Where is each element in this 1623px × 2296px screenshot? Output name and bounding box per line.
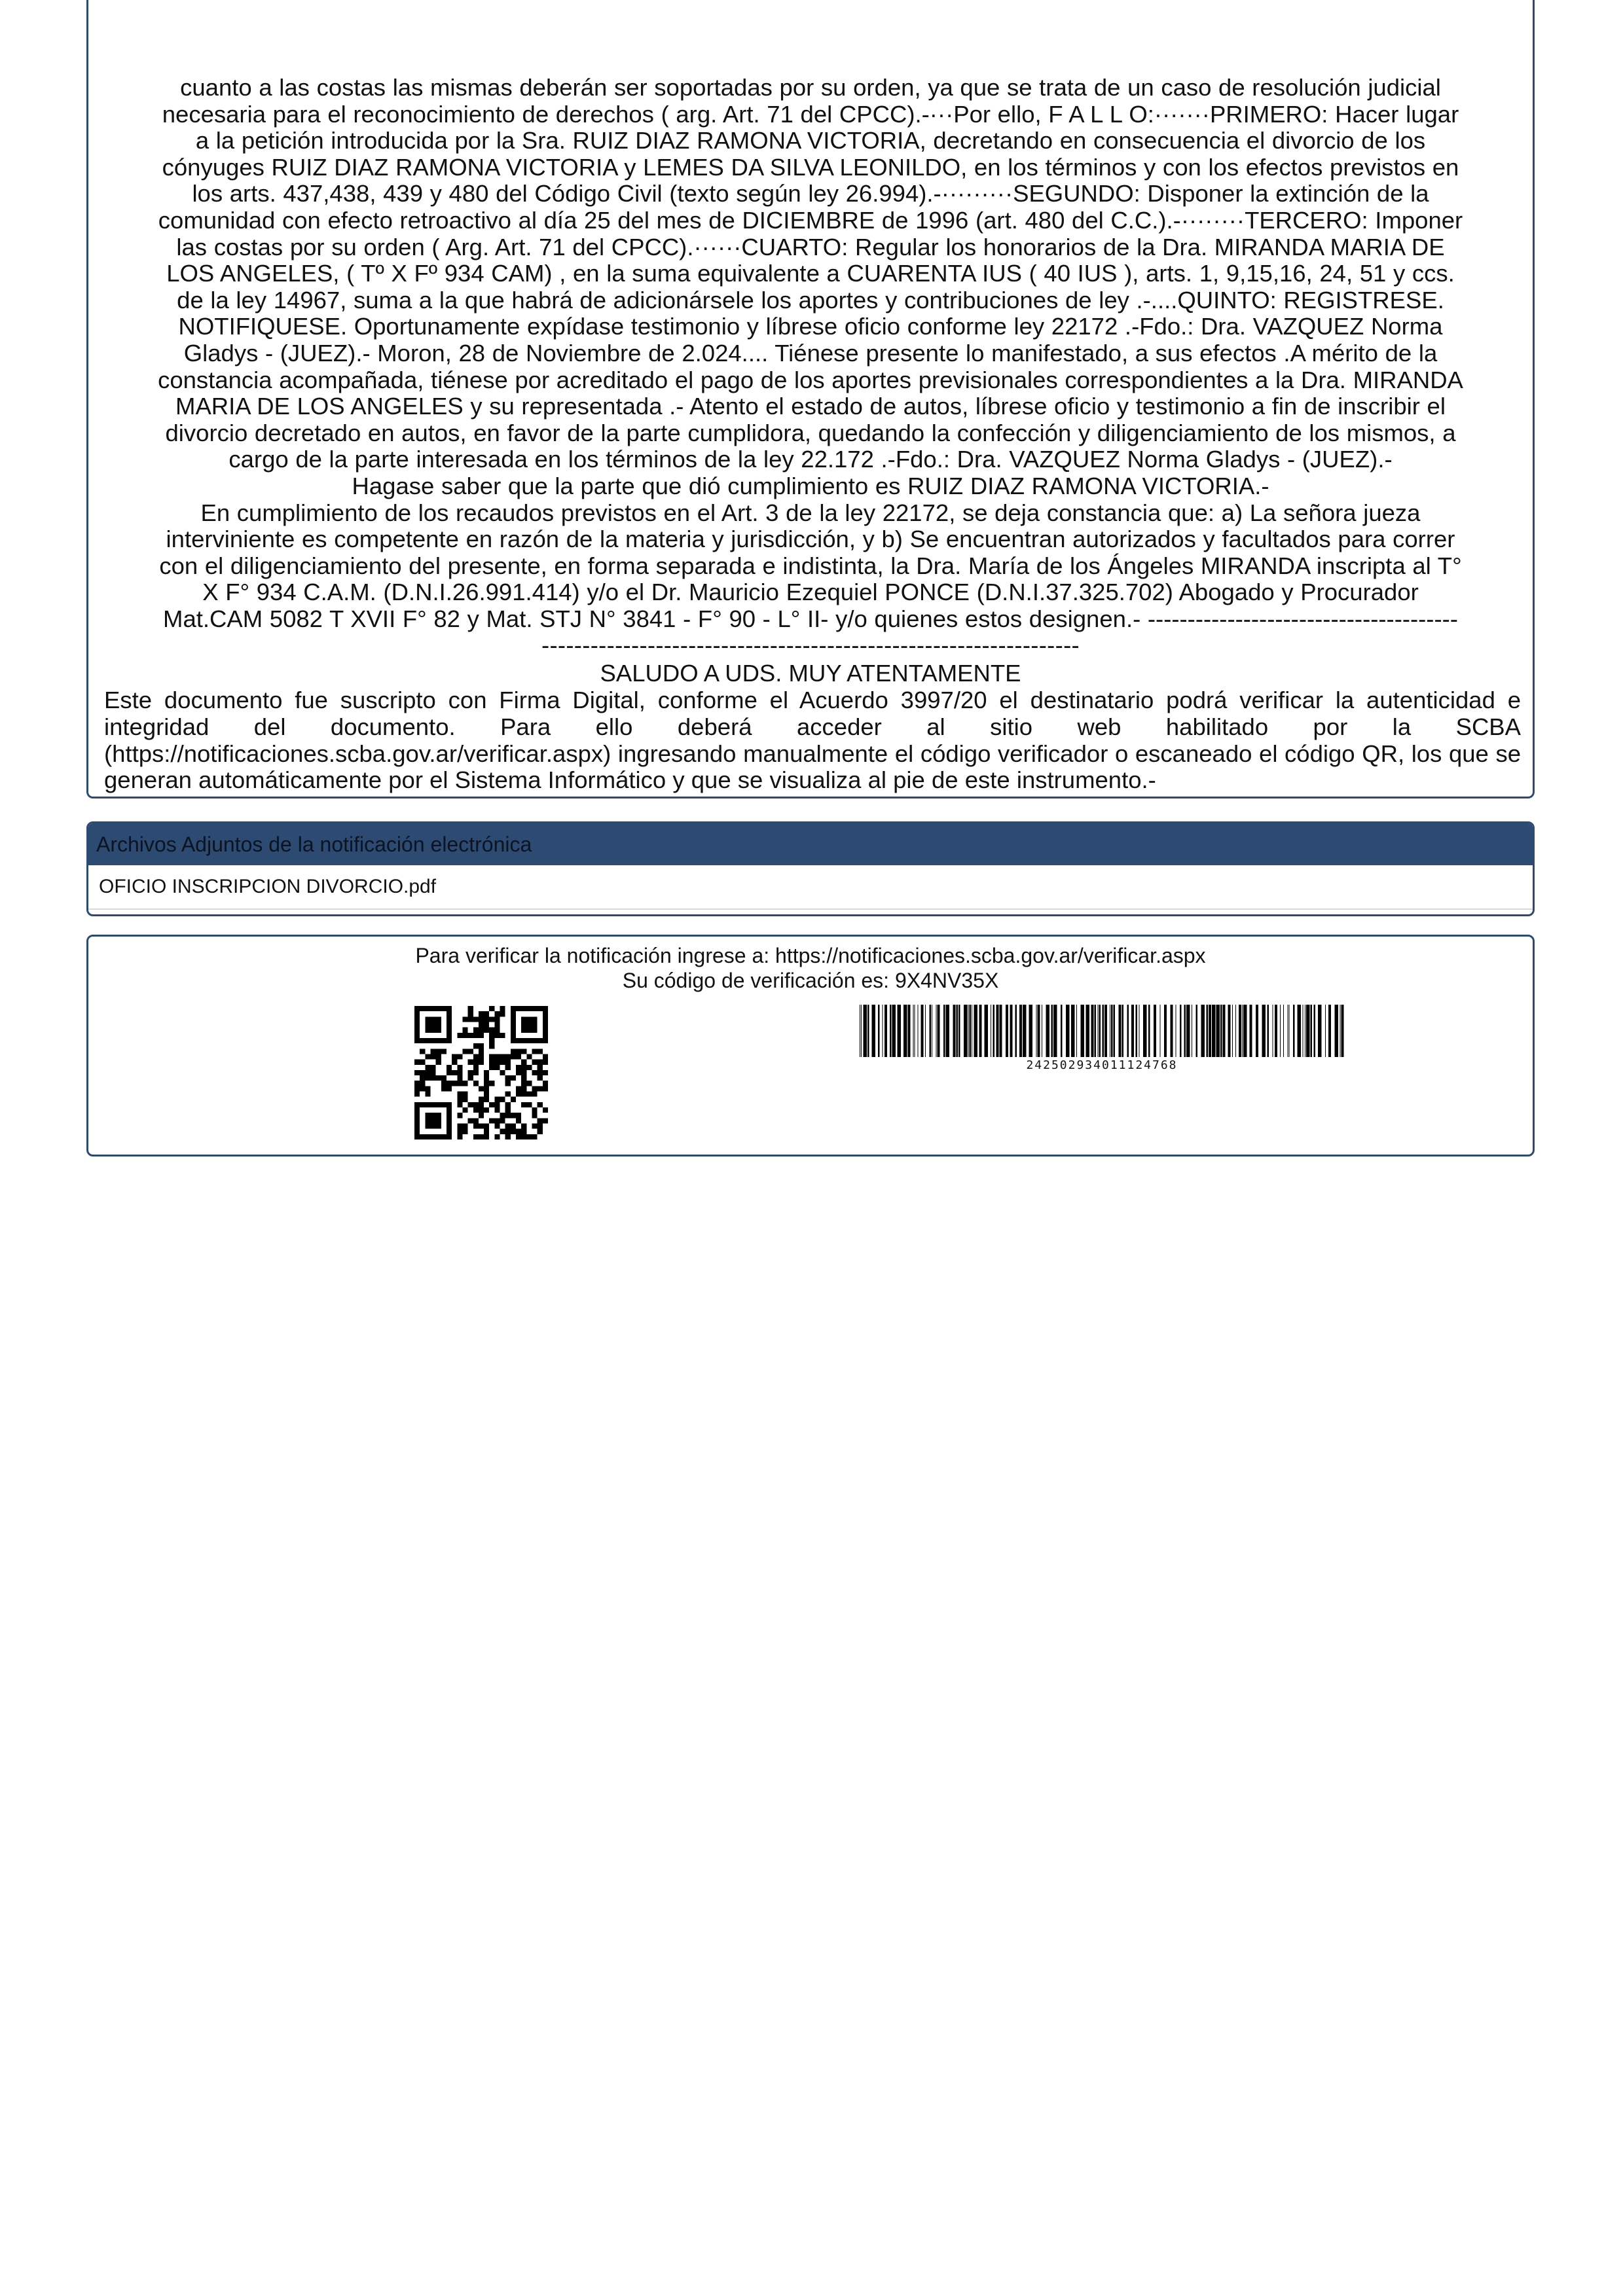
body-line: divorcio decretado en autos, en favor de la parte cumplidora, quedando la confección y diligenciamiento de los mismos, a xyxy=(165,419,1456,446)
body-line: ------------------------------------------------------------------ xyxy=(541,632,1080,659)
closing-salutation: SALUDO A UDS. MUY ATENTAMENTE xyxy=(600,660,1021,687)
body-line: de la ley 14967, suma a la que habrá de adicionársele los aportes y contribuciones de ley .-....QUINTO: REGISTRESE. xyxy=(177,286,1444,314)
body-line: comunidad con efecto retroactivo al día 25 del mes de DICIEMBRE de 1996 (art. 480 del C.C.).-········TERCERO: Imponer xyxy=(158,206,1463,234)
body-line: interviniente es competente en razón de la materia y jurisdicción, y b) Se encuentran autorizados y facultados para correr xyxy=(166,526,1455,553)
body-line: En cumplimiento de los recaudos previstos en el Art. 3 de la ley 22172, se deja constancia que: a) La señora jueza xyxy=(200,499,1421,526)
body-line: necesaria para el reconocimiento de derechos ( arg. Art. 71 del CPCC).-···Por ello, F A L L O:·······PRIMERO: Hacer lugar xyxy=(162,100,1459,128)
body-line: NOTIFIQUESE. Oportunamente expídase testimonio y líbrese oficio conforme ley 22172 .-Fdo.: Dra. VAZQUEZ Norma xyxy=(178,313,1443,340)
body-line: cónyuges RUIZ DIAZ RAMONA VICTORIA y LEMES DA SILVA LEONILDO, en los términos y con los efectos previstos en xyxy=(162,153,1459,181)
barcode-number: 242502934011124768 xyxy=(1026,1058,1178,1072)
body-line: MARIA DE LOS ANGELES y su representada .- Atento el estado de autos, líbrese oficio y testimonio a fin de inscribir el xyxy=(175,393,1446,420)
verification-panel xyxy=(86,935,1535,1157)
body-line: constancia acompañada, tiénese por acreditado el pago de los aportes previsionales correspondientes a la Dra. MIRANDA xyxy=(158,366,1463,393)
attachments-header: Archivos Adjuntos de la notificación electrónica xyxy=(88,823,1533,865)
qr-code-image xyxy=(414,1006,548,1139)
body-line: Hagase saber que la parte que dió cumplimiento es RUIZ DIAZ RAMONA VICTORIA.- xyxy=(352,472,1269,499)
attachment-link[interactable]: OFICIO INSCRIPCION DIVORCIO.pdf xyxy=(88,865,1533,910)
body-line: Mat.CAM 5082 T XVII F° 82 y Mat. STJ N° 3841 - F° 90 - L° II- y/o quienes estos designen.- --------------------------------------- xyxy=(163,605,1458,632)
body-line: los arts. 437,438, 439 y 480 del Código Civil (texto según ley 26.994).-·········SEGUNDO: Disponer la extinción de la xyxy=(192,180,1429,207)
body-line: a la petición introducida por la Sra. RUIZ DIAZ RAMONA VICTORIA, decretando en consecuencia el divorcio de los xyxy=(195,127,1426,154)
notification-body-text xyxy=(100,75,1521,658)
attachments-panel xyxy=(86,821,1535,916)
body-line: cuanto a las costas las mismas deberán ser soportadas por su orden, ya que se trata de un caso de resolución judicial xyxy=(180,74,1441,101)
notification-body-panel xyxy=(86,0,1535,798)
verification-code-text: Su código de verificación es: 9X4NV35X xyxy=(622,969,999,992)
verification-url-text: Para verificar la notificación ingrese a: https://notificaciones.scba.gov.ar/verificar.aspx xyxy=(415,944,1206,967)
digital-signature-notice: Este documento fue suscripto con Firma Digital, conforme el Acuerdo 3997/20 el destinatario podrá verificar la autenticidad e integridad del documento. Para ello deberá acceder al sitio web habilitado por la SCBA (https://notificaciones.scba.gov.ar/verificar.aspx) ingresando manualmente el código verificador o escaneado el código QR, los que se generan automáticamente por el Sistema Informático y que se visualiza al pie de este instrumento.- xyxy=(104,687,1521,794)
barcode-image xyxy=(860,1005,1344,1057)
body-line: LOS ANGELES, ( Tº X Fº 934 CAM) , en la suma equivalente a CUARENTA IUS ( 40 IUS ), arts. 1, 9,15,16, 24, 51 y ccs. xyxy=(166,260,1455,287)
body-line: cargo de la parte interesada en los términos de la ley 22.172 .-Fdo.: Dra. VAZQUEZ Norma Gladys - (JUEZ).- xyxy=(228,446,1393,473)
body-line: X F° 934 C.A.M. (D.N.I.26.991.414) y/o el Dr. Mauricio Ezequiel PONCE (D.N.I.37.325.702) Abogado y Procurador xyxy=(202,579,1419,606)
body-line: las costas por su orden ( Arg. Art. 71 del CPCC).······CUARTO: Regular los honorarios de la Dra. MIRANDA MARIA DE xyxy=(176,233,1445,260)
body-line: con el diligenciamiento del presente, en forma separada e indistinta, la Dra. María de los Ángeles MIRANDA inscripta al T° xyxy=(159,552,1462,579)
body-line: Gladys - (JUEZ).- Moron, 28 de Noviembre de 2.024.... Tiénese presente lo manifestado, a sus efectos .A mérito de la xyxy=(183,339,1438,367)
